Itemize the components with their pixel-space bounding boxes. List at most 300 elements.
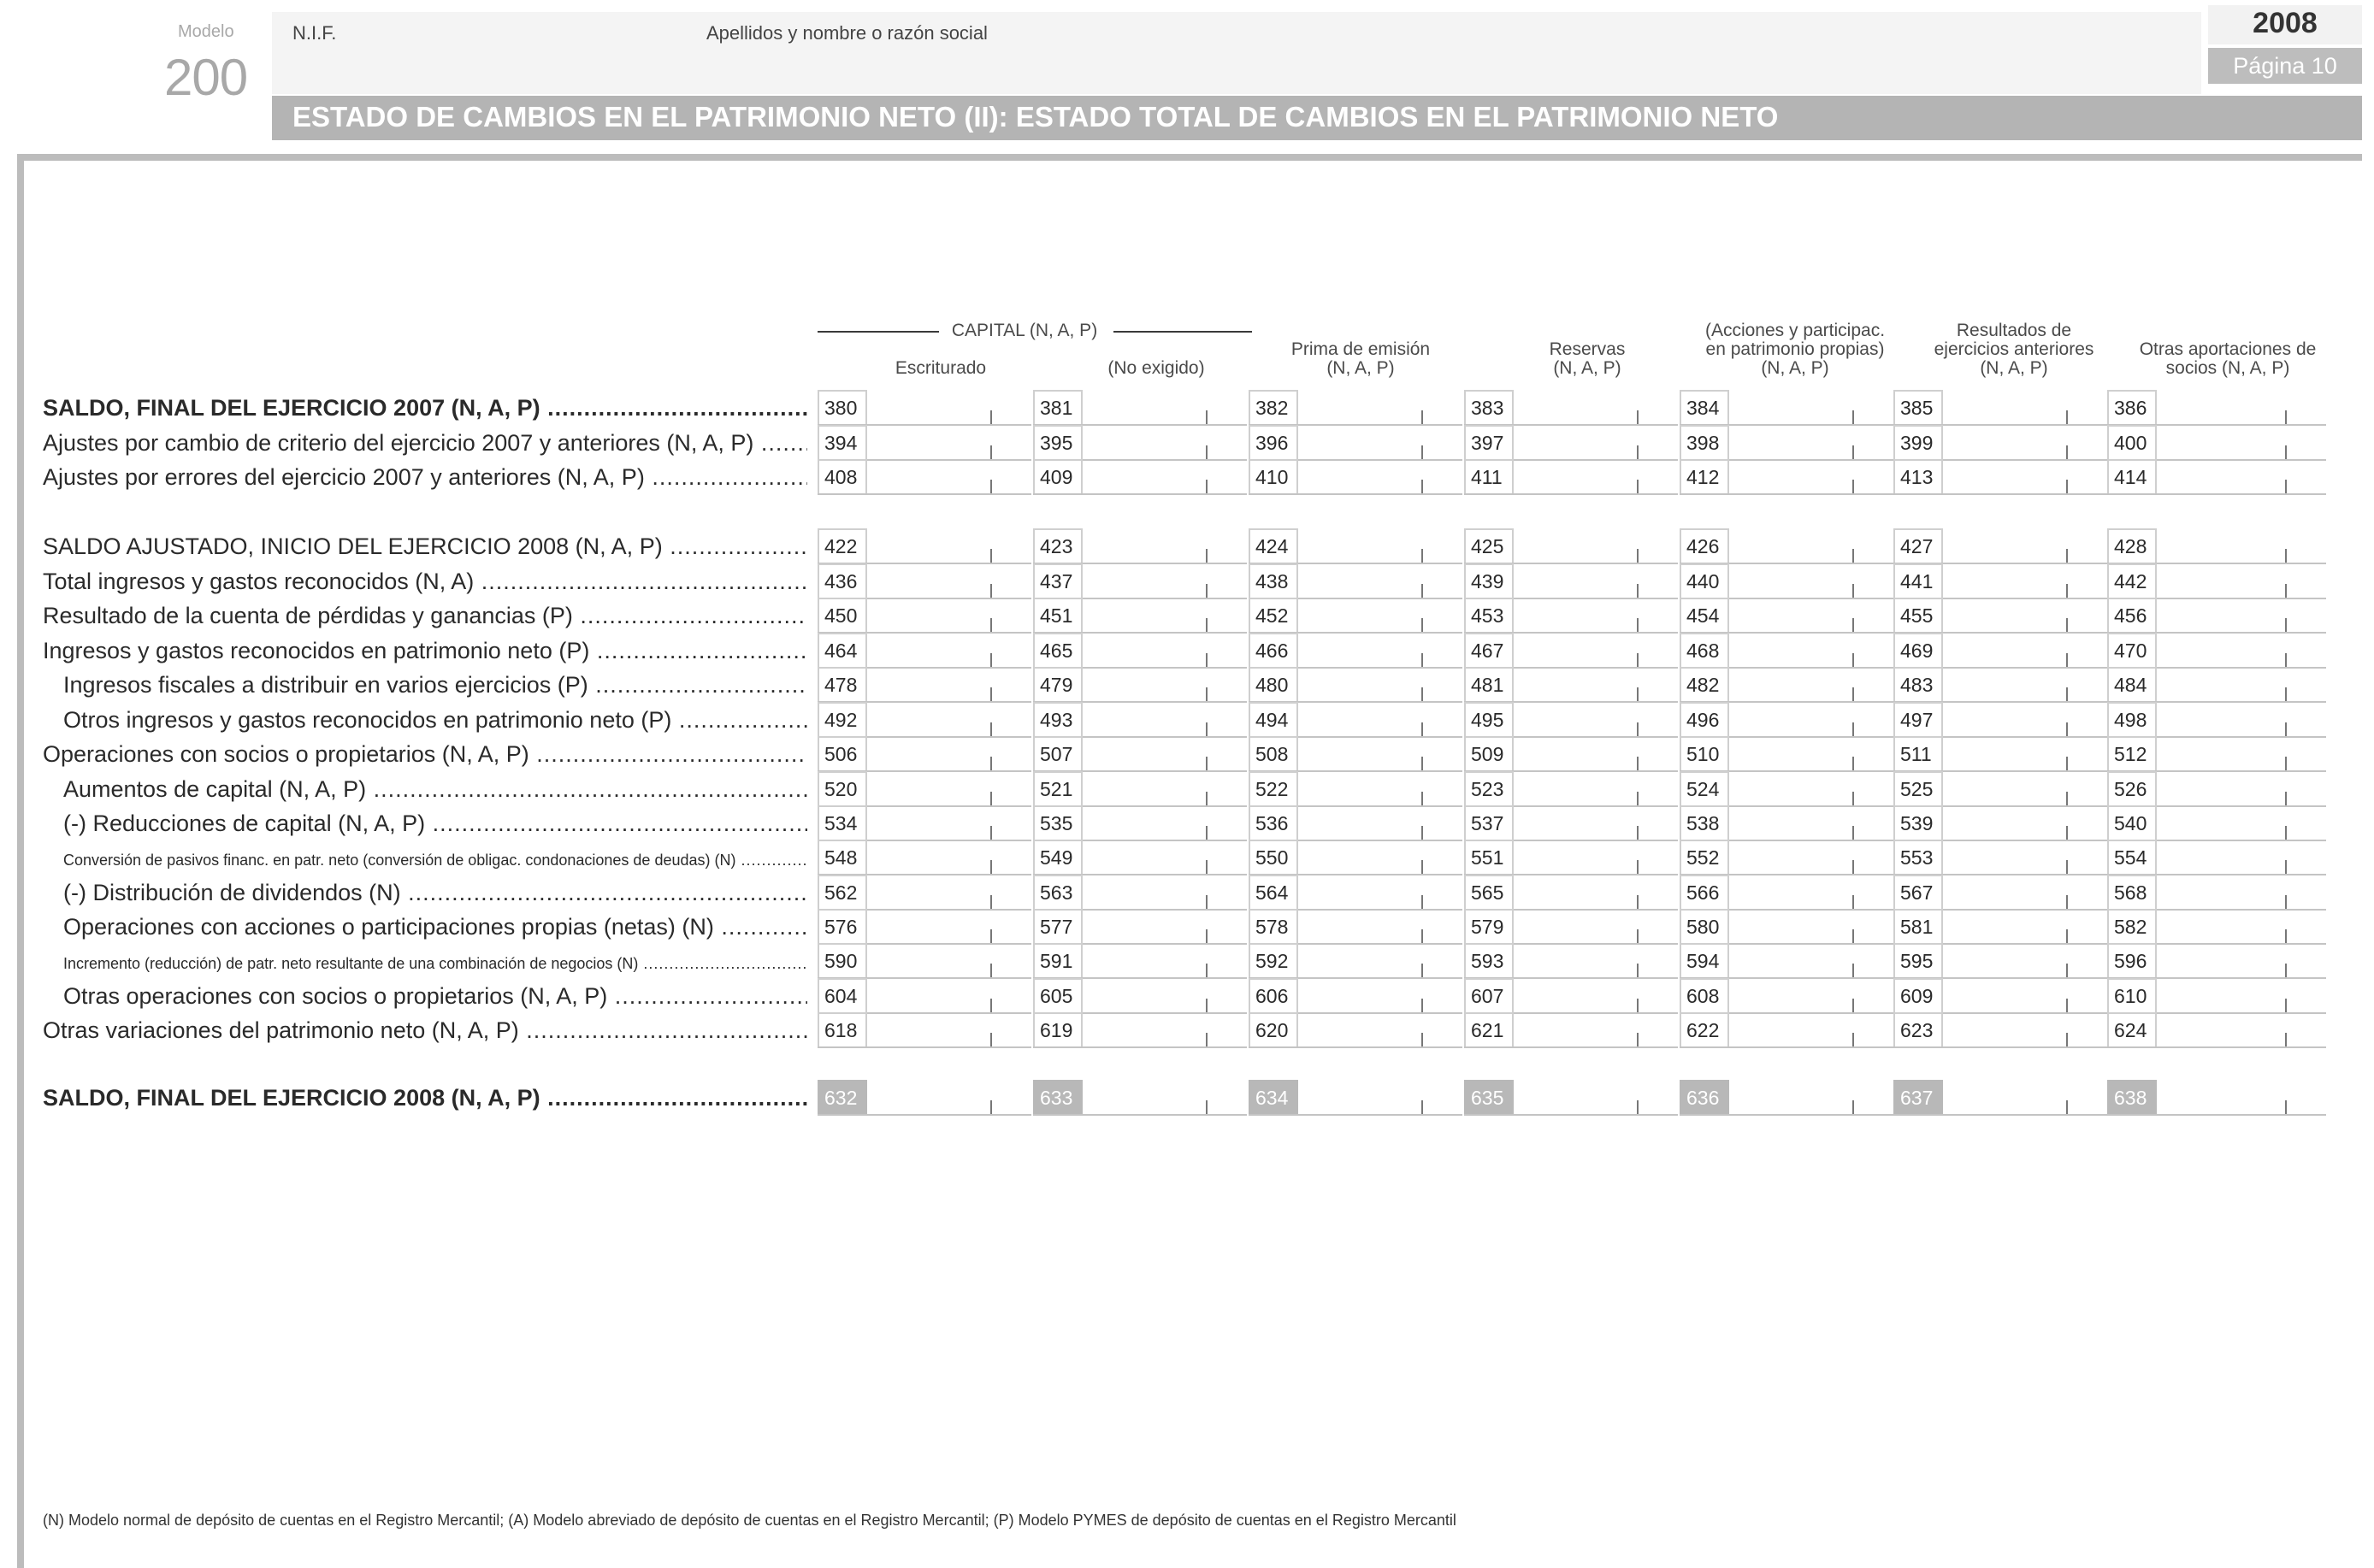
amount-field[interactable] — [1033, 805, 1247, 841]
decimal-separator-tick — [1206, 687, 1208, 701]
decimal-separator-tick — [1421, 929, 1423, 943]
row-label: Ajustes por cambio de criterio del ejercicio 2007 y anteriores (N, A, P) ..... — [43, 430, 807, 457]
decimal-separator-tick — [990, 792, 992, 805]
amount-field[interactable] — [2107, 771, 2326, 807]
box-code: 540 — [2107, 805, 2157, 840]
decimal-separator-tick — [1206, 826, 1208, 840]
amount-field[interactable] — [818, 771, 1031, 807]
decimal-separator-tick — [1637, 549, 1639, 563]
capital-line-left — [818, 331, 939, 333]
box-code: 592 — [1249, 943, 1298, 977]
amount-field[interactable] — [1249, 1012, 1462, 1048]
box-code: 456 — [2107, 598, 2157, 632]
row-label: SALDO AJUSTADO, INICIO DEL EJERCICIO 2008 (N, A, P) ..... — [43, 533, 807, 560]
amount-field[interactable] — [1033, 425, 1247, 461]
decimal-separator-tick — [1852, 860, 1854, 874]
amount-field[interactable] — [818, 702, 1031, 738]
box-code: 508 — [1249, 736, 1298, 770]
amount-field[interactable] — [1680, 1012, 1893, 1048]
amount-field[interactable] — [2107, 528, 2326, 564]
amount-field[interactable] — [1464, 978, 1678, 1014]
decimal-separator-tick — [1206, 549, 1208, 563]
amount-field[interactable] — [1033, 875, 1247, 911]
amount-field[interactable] — [1893, 390, 2107, 426]
amount-field[interactable] — [818, 528, 1031, 564]
amount-field[interactable] — [1893, 943, 2107, 979]
box-code: 635 — [1464, 1080, 1514, 1114]
decimal-separator-tick — [2066, 410, 2068, 424]
box-code: 410 — [1249, 459, 1298, 493]
amount-field[interactable] — [2107, 459, 2326, 495]
amount-field[interactable] — [1249, 771, 1462, 807]
amount-field[interactable] — [1033, 563, 1247, 599]
box-code: 469 — [1893, 633, 1943, 667]
box-code: 484 — [2107, 667, 2157, 701]
decimal-separator-tick — [2285, 860, 2287, 874]
decimal-separator-tick — [2285, 757, 2287, 770]
amount-field[interactable] — [1033, 633, 1247, 669]
amount-field[interactable] — [818, 909, 1031, 945]
box-code: 604 — [818, 978, 867, 1012]
decimal-separator-tick — [1637, 964, 1639, 977]
box-code: 562 — [818, 875, 867, 909]
decimal-separator-tick — [1637, 584, 1639, 598]
amount-field[interactable] — [1680, 528, 1893, 564]
amount-field[interactable] — [1249, 633, 1462, 669]
amount-field[interactable] — [1033, 459, 1247, 495]
amount-field[interactable] — [818, 459, 1031, 495]
decimal-separator-tick — [990, 445, 992, 459]
amount-field[interactable] — [818, 805, 1031, 841]
decimal-separator-tick — [1206, 584, 1208, 598]
page-title: ESTADO DE CAMBIOS EN EL PATRIMONIO NETO (II): ESTADO TOTAL DE CAMBIOS EN EL PATRIMONIO NETO — [292, 101, 1779, 133]
box-code: 593 — [1464, 943, 1514, 977]
decimal-separator-tick — [2066, 1100, 2068, 1114]
modelo-label: Modelo — [178, 22, 234, 41]
amount-field[interactable] — [1464, 459, 1678, 495]
amount-field[interactable] — [1680, 598, 1893, 634]
box-code: 478 — [818, 667, 867, 701]
amount-field[interactable] — [1033, 771, 1247, 807]
amount-field[interactable] — [1464, 425, 1678, 461]
amount-field[interactable] — [1249, 563, 1462, 599]
amount-field[interactable] — [1033, 702, 1247, 738]
box-code: 539 — [1893, 805, 1943, 840]
box-code: 596 — [2107, 943, 2157, 977]
amount-field[interactable] — [1249, 805, 1462, 841]
box-code: 452 — [1249, 598, 1298, 632]
box-code: 550 — [1249, 840, 1298, 874]
amount-field[interactable] — [1680, 978, 1893, 1014]
amount-field[interactable] — [1464, 943, 1678, 979]
amount-field[interactable] — [1249, 598, 1462, 634]
amount-field[interactable] — [1033, 909, 1247, 945]
amount-field[interactable] — [1249, 425, 1462, 461]
box-code: 509 — [1464, 736, 1514, 770]
box-code: 383 — [1464, 390, 1514, 424]
decimal-separator-tick — [2066, 618, 2068, 632]
amount-field[interactable] — [1249, 736, 1462, 772]
amount-field[interactable] — [818, 978, 1031, 1014]
decimal-separator-tick — [1852, 964, 1854, 977]
amount-field[interactable] — [1464, 736, 1678, 772]
amount-field[interactable] — [1033, 1080, 1247, 1116]
amount-field[interactable] — [1249, 528, 1462, 564]
box-code: 553 — [1893, 840, 1943, 874]
amount-field[interactable] — [1680, 459, 1893, 495]
box-code: 496 — [1680, 702, 1729, 736]
amount-field[interactable] — [1464, 528, 1678, 564]
decimal-separator-tick — [990, 1100, 992, 1114]
box-code: 397 — [1464, 425, 1514, 459]
box-code: 590 — [818, 943, 867, 977]
amount-field[interactable] — [1249, 909, 1462, 945]
amount-field[interactable] — [2107, 633, 2326, 669]
decimal-separator-tick — [2066, 653, 2068, 667]
column-header-prima: Prima de emisión (N, A, P) — [1290, 339, 1431, 378]
box-code: 425 — [1464, 528, 1514, 563]
box-code: 591 — [1033, 943, 1083, 977]
decimal-separator-tick — [990, 826, 992, 840]
amount-field[interactable] — [1893, 425, 2107, 461]
amount-field[interactable] — [818, 390, 1031, 426]
amount-field[interactable] — [1249, 667, 1462, 703]
decimal-separator-tick — [1206, 1033, 1208, 1046]
amount-field[interactable] — [2107, 425, 2326, 461]
amount-field[interactable] — [1893, 840, 2107, 875]
box-code: 480 — [1249, 667, 1298, 701]
amount-field[interactable] — [818, 667, 1031, 703]
decimal-separator-tick — [2066, 549, 2068, 563]
amount-field[interactable] — [2107, 563, 2326, 599]
decimal-separator-tick — [2066, 584, 2068, 598]
decimal-separator-tick — [990, 999, 992, 1012]
amount-field[interactable] — [1249, 1080, 1462, 1116]
amount-field[interactable] — [2107, 840, 2326, 875]
box-code: 607 — [1464, 978, 1514, 1012]
decimal-separator-tick — [2066, 722, 2068, 736]
decimal-separator-tick — [2285, 999, 2287, 1012]
box-code: 610 — [2107, 978, 2157, 1012]
amount-field[interactable] — [1033, 598, 1247, 634]
decimal-separator-tick — [2285, 618, 2287, 632]
amount-field[interactable] — [818, 943, 1031, 979]
amount-field[interactable] — [1893, 633, 2107, 669]
amount-field[interactable] — [1249, 702, 1462, 738]
year: 2008 — [2253, 7, 2318, 39]
decimal-separator-tick — [1206, 964, 1208, 977]
box-code: 554 — [2107, 840, 2157, 874]
box-code: 465 — [1033, 633, 1083, 667]
box-code: 493 — [1033, 702, 1083, 736]
amount-field[interactable] — [1893, 459, 2107, 495]
box-code: 442 — [2107, 563, 2157, 598]
box-code: 427 — [1893, 528, 1943, 563]
page-number: Página 10 — [2208, 48, 2362, 84]
decimal-separator-tick — [1637, 792, 1639, 805]
amount-field[interactable] — [2107, 805, 2326, 841]
decimal-separator-tick — [2066, 895, 2068, 909]
amount-field[interactable] — [1680, 390, 1893, 426]
amount-field[interactable] — [1680, 563, 1893, 599]
decimal-separator-tick — [2066, 687, 2068, 701]
amount-field[interactable] — [818, 1080, 1031, 1116]
decimal-separator-tick — [1637, 1100, 1639, 1114]
amount-field[interactable] — [1464, 1012, 1678, 1048]
amount-field[interactable] — [1249, 840, 1462, 875]
amount-field[interactable] — [1249, 459, 1462, 495]
amount-field[interactable] — [1033, 667, 1247, 703]
box-code: 455 — [1893, 598, 1943, 632]
identification-box — [272, 12, 2201, 94]
box-code: 479 — [1033, 667, 1083, 701]
amount-field[interactable] — [1680, 805, 1893, 841]
box-code: 609 — [1893, 978, 1943, 1012]
amount-field[interactable] — [1680, 909, 1893, 945]
capital-group-header: CAPITAL (N, A, P) — [951, 321, 1098, 340]
decimal-separator-tick — [2285, 549, 2287, 563]
box-code: 507 — [1033, 736, 1083, 770]
box-code: 619 — [1033, 1012, 1083, 1046]
decimal-separator-tick — [1852, 549, 1854, 563]
amount-field[interactable] — [1680, 1080, 1893, 1116]
decimal-separator-tick — [1852, 445, 1854, 459]
amount-field[interactable] — [1249, 943, 1462, 979]
decimal-separator-tick — [1421, 964, 1423, 977]
box-code: 498 — [2107, 702, 2157, 736]
amount-field[interactable] — [1033, 528, 1247, 564]
decimal-separator-tick — [1421, 860, 1423, 874]
decimal-separator-tick — [1206, 1100, 1208, 1114]
decimal-separator-tick — [2285, 1033, 2287, 1046]
decimal-separator-tick — [1206, 618, 1208, 632]
amount-field[interactable] — [2107, 667, 2326, 703]
amount-field[interactable] — [2107, 390, 2326, 426]
decimal-separator-tick — [1852, 929, 1854, 943]
box-code: 608 — [1680, 978, 1729, 1012]
amount-field[interactable] — [1893, 563, 2107, 599]
box-code: 394 — [818, 425, 867, 459]
amount-field[interactable] — [1893, 667, 2107, 703]
row-label: Total ingresos y gastos reconocidos (N, A) ..... — [43, 569, 807, 595]
amount-field[interactable] — [1893, 909, 2107, 945]
box-code: 464 — [818, 633, 867, 667]
amount-field[interactable] — [1893, 528, 2107, 564]
amount-field[interactable] — [1249, 390, 1462, 426]
name-label: Apellidos y nombre o razón social — [706, 22, 988, 44]
amount-field[interactable] — [1033, 943, 1247, 979]
box-code: 580 — [1680, 909, 1729, 943]
row-label: Ingresos y gastos reconocidos en patrimonio neto (P) ..... — [43, 638, 807, 664]
decimal-separator-tick — [2285, 826, 2287, 840]
amount-field[interactable] — [2107, 1080, 2326, 1116]
amount-field[interactable] — [818, 840, 1031, 875]
amount-field[interactable] — [1464, 598, 1678, 634]
amount-field[interactable] — [1680, 702, 1893, 738]
amount-field[interactable] — [1893, 598, 2107, 634]
amount-field[interactable] — [1464, 563, 1678, 599]
column-header-no-exigido: (No exigido) — [1107, 358, 1205, 378]
decimal-separator-tick — [1206, 895, 1208, 909]
decimal-separator-tick — [1852, 687, 1854, 701]
amount-field[interactable] — [1464, 875, 1678, 911]
amount-field[interactable] — [1464, 1080, 1678, 1116]
column-header-escriturado: Escriturado — [895, 358, 987, 378]
decimal-separator-tick — [1637, 999, 1639, 1012]
box-code: 495 — [1464, 702, 1514, 736]
decimal-separator-tick — [1852, 584, 1854, 598]
decimal-separator-tick — [2066, 792, 2068, 805]
amount-field[interactable] — [2107, 736, 2326, 772]
row-label: Incremento (reducción) de patr. neto resultante de una combinación de negocios (N) ..... — [63, 955, 807, 973]
box-code: 380 — [818, 390, 867, 424]
amount-field[interactable] — [818, 425, 1031, 461]
amount-field[interactable] — [1893, 736, 2107, 772]
amount-field[interactable] — [818, 598, 1031, 634]
amount-field[interactable] — [1893, 978, 2107, 1014]
decimal-separator-tick — [2285, 1100, 2287, 1114]
amount-field[interactable] — [1464, 633, 1678, 669]
amount-field[interactable] — [1893, 771, 2107, 807]
box-code: 537 — [1464, 805, 1514, 840]
amount-field[interactable] — [2107, 943, 2326, 979]
box-code: 567 — [1893, 875, 1943, 909]
amount-field[interactable] — [818, 633, 1031, 669]
amount-field[interactable] — [1680, 667, 1893, 703]
box-code: 522 — [1249, 771, 1298, 805]
box-code: 618 — [818, 1012, 867, 1046]
decimal-separator-tick — [1637, 410, 1639, 424]
amount-field[interactable] — [1464, 390, 1678, 426]
decimal-separator-tick — [990, 410, 992, 424]
row-label: SALDO, FINAL DEL EJERCICIO 2007 (N, A, P) ..... — [43, 395, 807, 421]
box-code: 548 — [818, 840, 867, 874]
decimal-separator-tick — [2066, 757, 2068, 770]
decimal-separator-tick — [1852, 1100, 1854, 1114]
row-label: Operaciones con acciones o participaciones propias (netas) (N) ..... — [63, 914, 807, 940]
amount-field[interactable] — [1033, 390, 1247, 426]
box-code: 565 — [1464, 875, 1514, 909]
amount-field[interactable] — [1464, 909, 1678, 945]
decimal-separator-tick — [1206, 653, 1208, 667]
amount-field[interactable] — [1680, 425, 1893, 461]
amount-field[interactable] — [1893, 875, 2107, 911]
amount-field[interactable] — [1249, 875, 1462, 911]
amount-field[interactable] — [1680, 943, 1893, 979]
box-code: 564 — [1249, 875, 1298, 909]
box-code: 582 — [2107, 909, 2157, 943]
amount-field[interactable] — [1464, 702, 1678, 738]
amount-field[interactable] — [1249, 978, 1462, 1014]
box-code: 536 — [1249, 805, 1298, 840]
box-code: 494 — [1249, 702, 1298, 736]
row-label: Ajustes por errores del ejercicio 2007 y anteriores (N, A, P) ..... — [43, 464, 807, 491]
decimal-separator-tick — [2066, 1033, 2068, 1046]
column-header-resultados: Resultados de ejercicios anteriores (N, A, P) — [1934, 321, 2094, 378]
amount-field[interactable] — [1893, 1080, 2107, 1116]
amount-field[interactable] — [2107, 909, 2326, 945]
amount-field[interactable] — [818, 736, 1031, 772]
nif-label: N.I.F. — [292, 22, 337, 44]
decimal-separator-tick — [2066, 860, 2068, 874]
decimal-separator-tick — [1637, 722, 1639, 736]
box-code: 638 — [2107, 1080, 2157, 1114]
amount-field[interactable] — [1680, 736, 1893, 772]
amount-field[interactable] — [1893, 1012, 2107, 1048]
amount-field[interactable] — [2107, 1012, 2326, 1048]
box-code: 594 — [1680, 943, 1729, 977]
amount-field[interactable] — [1893, 702, 2107, 738]
row-label: Conversión de pasivos financ. en patr. neto (conversión de obligac. condonaciones de deudas) (N) ..... — [63, 852, 807, 869]
box-code: 538 — [1680, 805, 1729, 840]
box-code: 595 — [1893, 943, 1943, 977]
amount-field[interactable] — [2107, 978, 2326, 1014]
row-label: Operaciones con socios o propietarios (N, A, P) ..... — [43, 741, 807, 768]
row-label: Aumentos de capital (N, A, P) ..... — [63, 776, 807, 803]
amount-field[interactable] — [1464, 840, 1678, 875]
column-header-acciones: (Acciones y participac. en patrimonio propias) (N, A, P) — [1704, 321, 1886, 378]
box-code: 398 — [1680, 425, 1729, 459]
decimal-separator-tick — [990, 549, 992, 563]
decimal-separator-tick — [990, 653, 992, 667]
amount-field[interactable] — [1680, 771, 1893, 807]
box-code: 623 — [1893, 1012, 1943, 1046]
box-code: 453 — [1464, 598, 1514, 632]
amount-field[interactable] — [1464, 805, 1678, 841]
box-code: 450 — [818, 598, 867, 632]
decimal-separator-tick — [1206, 757, 1208, 770]
decimal-separator-tick — [1637, 757, 1639, 770]
decimal-separator-tick — [2066, 964, 2068, 977]
amount-field[interactable] — [818, 875, 1031, 911]
amount-field[interactable] — [1033, 978, 1247, 1014]
decimal-separator-tick — [1852, 653, 1854, 667]
box-code: 524 — [1680, 771, 1729, 805]
amount-field[interactable] — [1680, 840, 1893, 875]
modelo-number: 200 — [164, 49, 248, 106]
amount-field[interactable] — [1893, 805, 2107, 841]
decimal-separator-tick — [1637, 653, 1639, 667]
amount-field[interactable] — [1033, 736, 1247, 772]
box-code: 568 — [2107, 875, 2157, 909]
amount-field[interactable] — [1680, 633, 1893, 669]
decimal-separator-tick — [990, 687, 992, 701]
decimal-separator-tick — [2285, 929, 2287, 943]
amount-field[interactable] — [2107, 875, 2326, 911]
amount-field[interactable] — [1033, 1012, 1247, 1048]
amount-field[interactable] — [1033, 840, 1247, 875]
box-code: 451 — [1033, 598, 1083, 632]
decimal-separator-tick — [1421, 757, 1423, 770]
box-code: 632 — [818, 1080, 867, 1114]
decimal-separator-tick — [2285, 687, 2287, 701]
amount-field[interactable] — [1464, 667, 1678, 703]
decimal-separator-tick — [1852, 410, 1854, 424]
row-label: Otros ingresos y gastos reconocidos en patrimonio neto (P) ..... — [63, 707, 807, 734]
frame-top-border — [17, 154, 2362, 161]
amount-field[interactable] — [818, 1012, 1031, 1048]
box-code: 605 — [1033, 978, 1083, 1012]
amount-field[interactable] — [2107, 702, 2326, 738]
decimal-separator-tick — [990, 480, 992, 493]
box-code: 411 — [1464, 459, 1514, 493]
amount-field[interactable] — [1464, 771, 1678, 807]
amount-field[interactable] — [818, 563, 1031, 599]
amount-field[interactable] — [2107, 598, 2326, 634]
decimal-separator-tick — [2285, 792, 2287, 805]
amount-field[interactable] — [1680, 875, 1893, 911]
box-code: 483 — [1893, 667, 1943, 701]
